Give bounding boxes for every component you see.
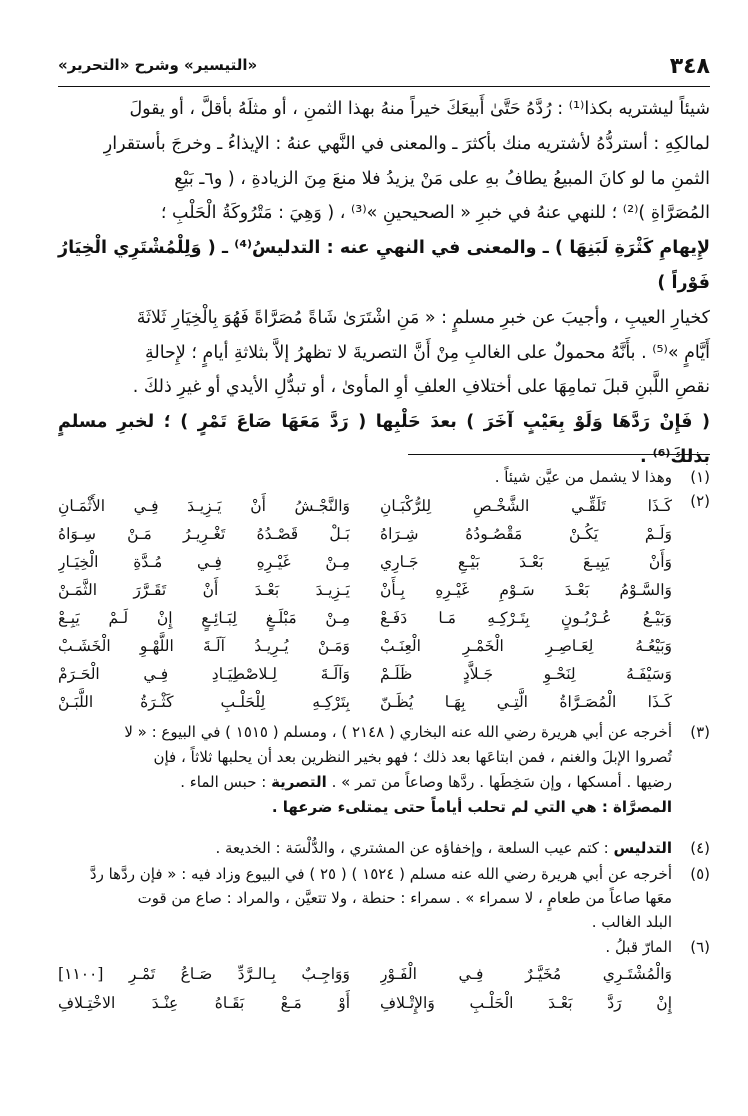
- main-line: ( فَإِنْ رَدَّهَا وَلَوْ بِعَيْبٍ آخَرَ ) بعدَ حَلْبِها ( رَدَّ مَعَهَا صَاعَ تَمْرٍ ) ؛ لخبرِ مسلمٍ بذلكَ⁽⁶⁾ .: [58, 412, 710, 467]
- footnote-line: أخرجه عن أبي هريرة رضي الله عنه البخاري ( ٢١٤٨ ) ، ومسلم ( ١٥١٥ ) في البيوع : « لا: [124, 723, 672, 741]
- main-line: لإِيهامِ كَثْرَةِ لَبَنِهَا ) ـ والمعنى في النهيِ عنه : التدليسُ⁽⁴⁾ ـ ( وَلِلْمُشْتَرِي الْخِيَارُ فَوْراً ): [58, 238, 710, 293]
- page-header: [58, 48, 710, 82]
- footnote-line: البلد الغالب .: [591, 913, 672, 931]
- footnote-line: معَها صاعاً من طعامٍ ، لا سمراء » . سمراء : حنطة ، ولا تتعيَّن ، والمراد : صاع من قوت: [137, 889, 672, 907]
- main-line: الثمنِ ما لو كانَ المبيعُ يطافُ بهِ على مَنْ يزيدُ فلا منعَ مِنَ الزيادةِ ، ( و٦ـ بَيْعِ: [174, 168, 710, 189]
- hemistich-first: إِنْ رَدَّ بَعْـدَ الْحَلْـبِ وَالإِتْـلافِ: [380, 994, 672, 1012]
- hemistich-first: وَبَيْعُـهُ لِعَـاصِـرِ الْخَمْـرِ الْعِنَـبْ: [380, 637, 672, 655]
- footnote-4: [58, 834, 710, 862]
- main-line: لمالكِهِ : أستردُّهُ لأشتريه منك بأكثرَ ـ والمعنى في النَّهي عنهُ : الإيذاءُ ـ وخرجَ بأستقرارِ: [103, 133, 710, 154]
- main-line: شيئاً ليشتريه بكذا⁽¹⁾ : رُدَّهُ حَتَّىٰ أَبيعَكَ خيراً منهُ بهذا الثمنِ ، أو مثلَهُ بأقلَّ ، أو يقولَ: [129, 99, 710, 119]
- footnote-text: وهذا لا يشمل من عيَّن شيئاً .: [494, 468, 672, 486]
- hemistich-second: وَمَـنْ يُـرِيـدُ آلَـةَ اللَّهْـوِ الْخَشَـبْ: [58, 637, 350, 655]
- footnote-number: (١): [690, 468, 710, 486]
- poem-verse: [58, 548, 672, 576]
- footnote-1: [58, 462, 710, 492]
- footnote-line: أخرجه عن أبي هريرة رضي الله عنه مسلم ( ١٥٢٤ ) ( ٢٥ ) في البيوع وزاد فيه : « فإن ردَّها ردَّ: [89, 865, 672, 883]
- hemistich-second: مِـنْ مَبْلَـغٍ لِبَـائِـعٍ إِنْ لَـمْ يَبِـعْ: [58, 609, 350, 627]
- poem-verse: [58, 520, 672, 548]
- footnote-3: [58, 720, 710, 834]
- poem-verse: [58, 576, 672, 604]
- hemistich-second: بَـلْ قَصْـدُهُ تَغْـرِيـرُ مَـنْ سِـوَاهُ: [58, 525, 350, 543]
- footnote-5: [58, 862, 710, 934]
- footnote-separator: [408, 454, 710, 455]
- page-number: ٣٤٨: [669, 54, 710, 79]
- hemistich-first: وَأَنْ يَبِيـعَ بَعْـدَ بَيْـعِ جَـارِي: [380, 553, 672, 571]
- footnote-line: المصرَّاة : هي التي لم تحلب أياماً حتى يمتلىء ضرعها .: [271, 798, 672, 816]
- hemistich-first: وَلَـمْ يَكُـنْ مَقْصُـودُهُ شِـرَاهُ: [380, 525, 672, 543]
- hemistich-first: وَالسَّـوْمُ بَعْـدَ سَـوْمِ غَيْـرِهِ بِـأَنْ: [380, 581, 672, 599]
- main-line: المُصَرَّاةِ )⁽²⁾ ؛ للنهي عنهُ في خبرِ « الصحيحينِ »⁽³⁾ ، ( وَهِيَ : مَتْرُوكَةُ الْحَلْبِ ؛: [160, 203, 710, 224]
- footnote-line: تُصروا الإبلَ والغنم ، فمن ابتاعَها بعد ذلك ؛ فهو بخير النظرين بعد أن يحلبها ثلاثاً ، فإن: [153, 748, 672, 766]
- term-tadlis: التدليس: [613, 839, 672, 857]
- hemistich-second: وَالنَّجْـشُ أَنْ يَـزِيـدَ فِـي الأَثْمَـانِ: [58, 497, 350, 515]
- poem-verse: [58, 492, 672, 520]
- footnote-line-text: رضيها . أمسكها ، وإن سَخِطَها . ردَّها وصاعاً من تمر » .: [331, 773, 672, 791]
- poem: [58, 492, 672, 716]
- poem: [58, 960, 672, 1018]
- poem-verse: [58, 660, 672, 688]
- footnote-number: (٤): [690, 839, 710, 857]
- footnote-number: (٥): [690, 865, 710, 883]
- hemistich-first: وَالْمُشْتَـرِي مُخَيَّـرٌ فِـي الْفَـوْرِ: [380, 965, 672, 983]
- hemistich-first: وَبَيْـعُ عُـرْبُـونٍ بِتَـرْكِـهِ مَـا دَفَـعْ: [380, 609, 672, 627]
- footnote-number: (٦): [690, 938, 710, 956]
- header-rule: [58, 86, 710, 87]
- poem-verse: [58, 960, 672, 989]
- poem-verse: [58, 632, 672, 660]
- footnote-6: [58, 934, 710, 960]
- hemistich-first: كَـذَا الْمُصَـرَّاةُ الَّتِـي بِهَـا يُظَـنّ: [380, 693, 672, 711]
- hemistich-second: وَوَاجِـبٌ بِـالـرَّدِّ صَـاعُ تَمْـرِ [١١٠٠]: [58, 965, 350, 983]
- poem-verse: [58, 989, 672, 1018]
- main-line: كخيارِ العيبِ ، وأجيبَ عن خبرِ مسلمٍ : « مَنِ اشْتَرَىٰ شَاةً مُصَرَّاةً فَهُوَ بِالْخِيَارِ ثَلاثَةَ: [136, 307, 710, 328]
- hemistich-second: أَوْ مَـعْ بَقَـاهُ عِنْـدَ الاخْتِـلافِ: [58, 994, 350, 1012]
- poem-verse: [58, 688, 672, 716]
- footnotes: [58, 462, 710, 1020]
- footnote-number: (٢): [690, 492, 710, 510]
- footnote-line: رضيها . أمسكها ، وإن سَخِطَها . ردَّها وصاعاً من تمر » . التصرية : حبس الماء .: [180, 773, 672, 791]
- term-tasriya: التصرية: [271, 773, 327, 791]
- footnote-6-poem: [58, 960, 710, 1020]
- footnote-text: المارّ قبلُ .: [605, 938, 672, 956]
- hemistich-second: وَآلَـةَ لِـلاصْطِيَـادِ فِـي الْحَـرَمْ: [58, 665, 350, 683]
- hemistich-first: وَسَيْفَـهُ لِنَحْـوِ جَـلاَّدٍ ظَلَـمْ: [380, 665, 672, 683]
- hemistich-second: مِـنْ غَيْـرِهِ فِـي مُـدَّةِ الْخِيَـارِ: [58, 553, 350, 571]
- term-tadlis-definition: كتم عيب السلعة ، وإخفاؤه عن المشتري ، والدُّلْسَة : الخديعة .: [215, 839, 599, 857]
- hemistich-second: يَـزِيـدَ بَعْـدَ أَنْ تَقَـرَّرَ الثَّمَـنْ: [58, 581, 350, 599]
- footnote-text: التدليس : كتم عيب السلعة ، وإخفاؤه عن المشتري ، والدُّلْسَة : الخديعة .: [215, 839, 672, 857]
- main-line: نقصِ اللَّبنِ قبلَ تمامِهَا على أختلافِ العلفِ أوِ المأوىٰ ، أو تبدُّلِ الأيدي أو غيرِ ذلكَ .: [132, 377, 710, 398]
- running-title: «التيسير» وشرح «التحرير»: [58, 56, 258, 74]
- hemistich-second: بِتَرْكِـهِ لِلْحَلْـبِ كَثْـرَةُ اللَّبَـنْ: [58, 693, 350, 711]
- term-tasriya-definition: حبس الماء .: [180, 773, 257, 791]
- main-text: [58, 92, 710, 475]
- footnote-2: [58, 492, 710, 720]
- poem-verse: [58, 604, 672, 632]
- footnote-number: (٣): [690, 723, 710, 741]
- hemistich-first: كَـذَا تَلَقِّـي الشَّخْـصِ لِلرُّكْبَـانِ: [380, 497, 672, 515]
- main-line: أَيَّامٍ »⁽⁵⁾ . بأَنَّهُ محمولٌ على الغالبِ مِنْ أَنَّ التصريةَ لا تظهرُ إلاَّ بثلاثةِ أيامٍ ؛ لإِحالةِ: [145, 342, 710, 363]
